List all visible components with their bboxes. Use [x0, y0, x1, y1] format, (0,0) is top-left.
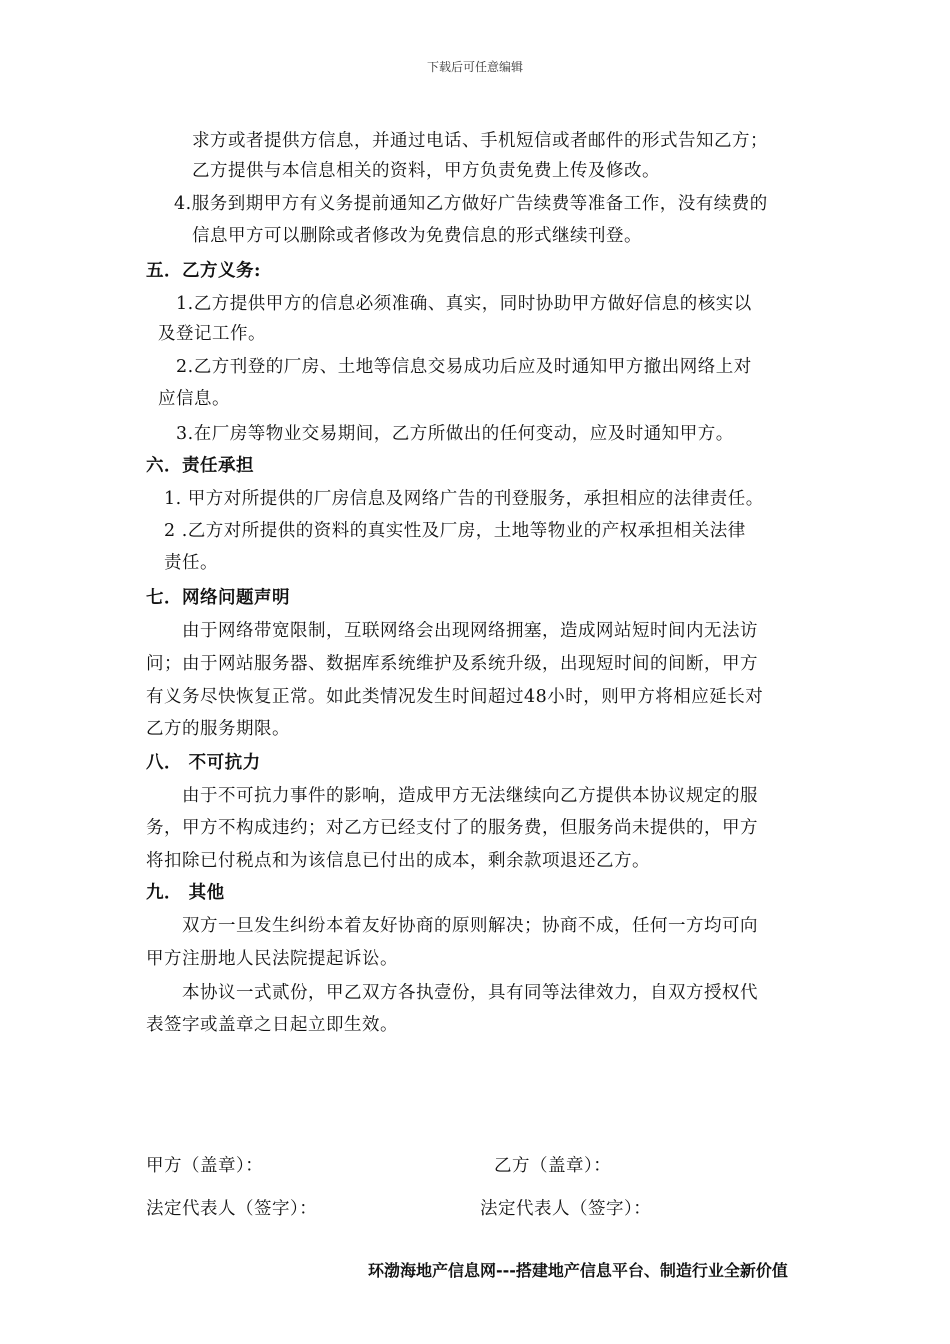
section9-heading: 九． 其他 [146, 883, 225, 903]
section8-heading: 八． 不可抗力 [146, 753, 261, 773]
section4-item4-line1: 4.服务到期甲方有义务提前通知乙方做好广告续费等准备工作，没有续费的 [174, 194, 768, 214]
section9-line4: 表签字或盖章之日起立即生效。 [146, 1015, 398, 1035]
section7-line4: 乙方的服务期限。 [146, 719, 290, 739]
party-b-representative: 法定代表人（签字）： [480, 1199, 652, 1219]
section7-line1: 由于网络带宽限制，互联网络会出现网络拥塞，造成网站短时间内无法访 [182, 621, 758, 641]
section7-heading: 七．网络问题声明 [146, 588, 290, 608]
section5-item1-line2: 及登记工作。 [158, 324, 266, 344]
section6-item2-line1: 2 .乙方对所提供的资料的真实性及厂房，土地等物业的产权承担相关法律 [164, 521, 746, 541]
section5-item1-line1: 1.乙方提供甲方的信息必须准确、真实，同时协助甲方做好信息的核实以 [176, 294, 752, 314]
section5-item2-line2: 应信息。 [158, 389, 230, 409]
party-a-representative: 法定代表人（签字）： [146, 1199, 318, 1219]
section8-line3: 将扣除已付税点和为该信息已付出的成本，剩余款项退还乙方。 [146, 851, 650, 871]
section8-line1: 由于不可抗力事件的影响，造成甲方无法继续向乙方提供本协议规定的服 [182, 786, 758, 806]
section9-line3: 本协议一式贰份，甲乙双方各执壹份，具有同等法律效力，自双方授权代 [182, 983, 758, 1003]
section5-heading: 五．乙方义务: [146, 261, 261, 281]
party-b-seal: 乙方（盖章）： [494, 1156, 612, 1176]
section5-item3: 3.在厂房等物业交易期间，乙方所做出的任何变动，应及时通知甲方。 [176, 424, 734, 444]
section6-heading: 六．责任承担 [146, 456, 254, 476]
section9-line1: 双方一旦发生纠纷本着友好协商的原则解决；协商不成，任何一方均可向 [182, 916, 758, 936]
section4-line2: 乙方提供与本信息相关的资料，甲方负责免费上传及修改。 [192, 161, 660, 181]
section7-line2: 问；由于网站服务器、数据库系统维护及系统升级，出现短时间的间断，甲方 [146, 654, 758, 674]
section4-line1: 求方或者提供方信息，并通过电话、手机短信或者邮件的形式告知乙方； [192, 131, 768, 151]
page-footer: 环渤海地产信息网---搭建地产信息平台、制造行业全新价值 [368, 1261, 788, 1280]
section4-item4-line2: 信息甲方可以删除或者修改为免费信息的形式继续刊登。 [192, 226, 642, 246]
section5-item2-line1: 2.乙方刊登的厂房、土地等信息交易成功后应及时通知甲方撤出网络上对 [176, 357, 752, 377]
section9-line2: 甲方注册地人民法院提起诉讼。 [146, 949, 398, 969]
section7-line3: 有义务尽快恢复正常。如此类情况发生时间超过48小时，则甲方将相应延长对 [146, 687, 764, 707]
section6-item1: 1. 甲方对所提供的厂房信息及网络广告的刊登服务，承担相应的法律责任。 [164, 489, 764, 509]
page-header: 下载后可任意编辑 [426, 60, 523, 74]
section6-item2-line2: 责任。 [164, 553, 218, 573]
party-a-seal: 甲方（盖章）： [146, 1156, 264, 1176]
section8-line2: 务，甲方不构成违约；对乙方已经支付了的服务费，但服务尚未提供的，甲方 [146, 818, 758, 838]
